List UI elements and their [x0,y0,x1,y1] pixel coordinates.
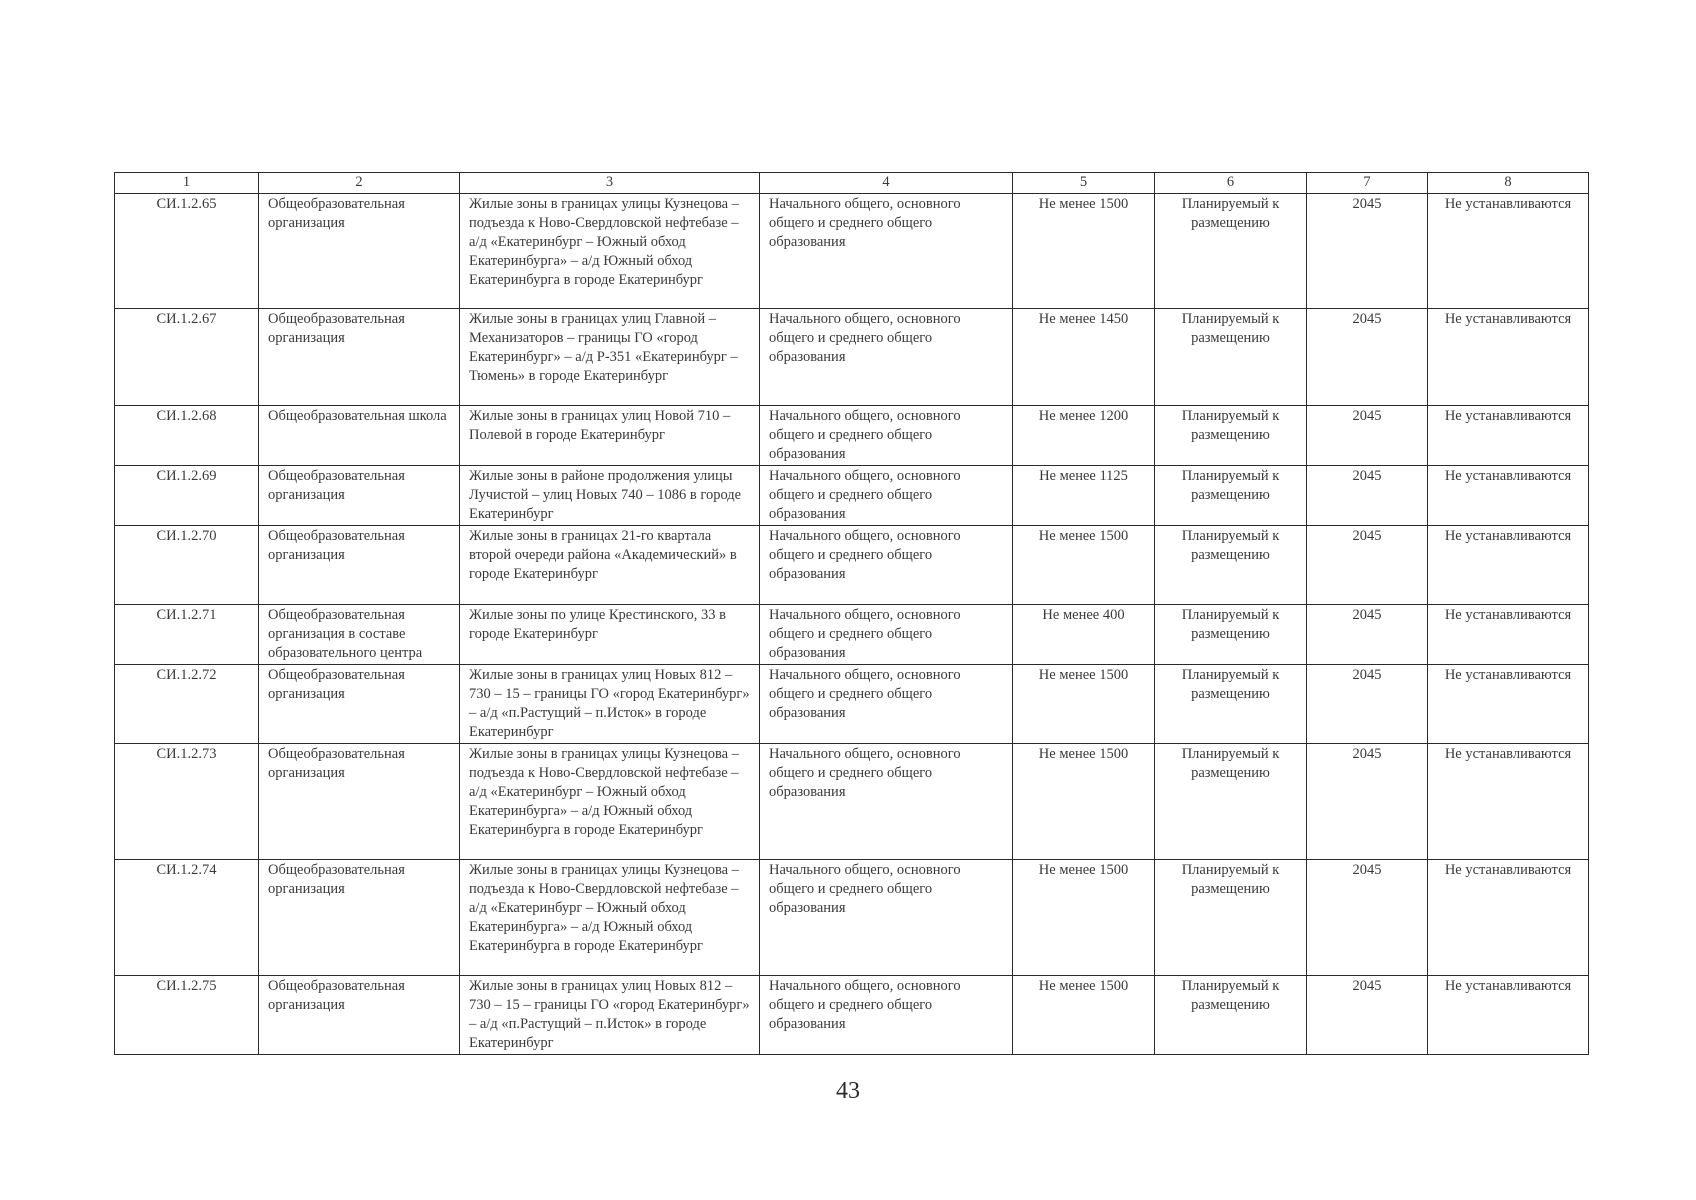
object-id-cell: СИ.1.2.75 [115,976,259,1055]
year-cell: 2045 [1307,309,1428,406]
object-type-cell: Общеобразовательная организация [259,976,460,1055]
status-cell: Планируемый к размещению [1155,744,1307,860]
zones-cell: Не устанавливаются [1428,309,1589,406]
capacity-cell: Не менее 1500 [1013,526,1155,605]
education-level-cell: Начального общего, основного общего и среднего общего образования [760,860,1013,976]
header-row [115,173,1589,194]
page-number: 43 [836,1078,860,1104]
status-cell: Планируемый к размещению [1155,526,1307,605]
year-cell: 2045 [1307,976,1428,1055]
zones-cell: Не устанавливаются [1428,605,1589,665]
location-cell: Жилые зоны в границах улицы Кузнецова – подъезда к Ново-Свердловской нефтебазе – а/д «Екатеринбург – Южный обход Екатеринбурга» – а/д Южный обход Екатеринбурга в городе Екатеринбург [460,744,760,860]
location-cell: Жилые зоны в границах 21-го квартала второй очереди района «Академический» в городе Екатеринбург [460,526,760,605]
object-type-cell: Общеобразовательная организация [259,860,460,976]
education-level-cell: Начального общего, основного общего и среднего общего образования [760,194,1013,309]
object-type-cell: Общеобразовательная организация [259,194,460,309]
table-row [115,406,1589,466]
object-type-cell: Общеобразовательная организация [259,309,460,406]
table-header [115,173,1589,194]
status-cell: Планируемый к размещению [1155,466,1307,526]
capacity-cell: Не менее 1500 [1013,665,1155,744]
table-row [115,665,1589,744]
year-cell: 2045 [1307,194,1428,309]
status-cell: Планируемый к размещению [1155,406,1307,466]
education-level-cell: Начального общего, основного общего и среднего общего образования [760,406,1013,466]
table-row [115,976,1589,1055]
status-cell: Планируемый к размещению [1155,976,1307,1055]
table-row [115,466,1589,526]
zones-cell: Не устанавливаются [1428,744,1589,860]
status-cell: Планируемый к размещению [1155,605,1307,665]
zones-cell: Не устанавливаются [1428,976,1589,1055]
education-level-cell: Начального общего, основного общего и среднего общего образования [760,605,1013,665]
object-type-cell: Общеобразовательная организация [259,744,460,860]
header-cell-2: 2 [259,173,460,194]
zones-cell: Не устанавливаются [1428,665,1589,744]
education-level-cell: Начального общего, основного общего и среднего общего образования [760,744,1013,860]
object-id-cell: СИ.1.2.70 [115,526,259,605]
objects-table [114,172,1589,1055]
header-cell-3: 3 [460,173,760,194]
year-cell: 2045 [1307,406,1428,466]
education-level-cell: Начального общего, основного общего и среднего общего образования [760,526,1013,605]
object-id-cell: СИ.1.2.74 [115,860,259,976]
header-cell-5: 5 [1013,173,1155,194]
object-type-cell: Общеобразовательная организация [259,665,460,744]
header-cell-6: 6 [1155,173,1307,194]
capacity-cell: Не менее 1500 [1013,194,1155,309]
table-row [115,744,1589,860]
zones-cell: Не устанавливаются [1428,860,1589,976]
location-cell: Жилые зоны в границах улицы Кузнецова – подъезда к Ново-Свердловской нефтебазе – а/д «Екатеринбург – Южный обход Екатеринбурга» – а/д Южный обход Екатеринбурга в городе Екатеринбург [460,860,760,976]
year-cell: 2045 [1307,860,1428,976]
header-cell-4: 4 [760,173,1013,194]
location-cell: Жилые зоны в районе продолжения улицы Лучистой – улиц Новых 740 – 1086 в городе Екатеринбург [460,466,760,526]
object-type-cell: Общеобразовательная организация [259,526,460,605]
capacity-cell: Не менее 1200 [1013,406,1155,466]
year-cell: 2045 [1307,466,1428,526]
header-cell-8: 8 [1428,173,1589,194]
object-id-cell: СИ.1.2.71 [115,605,259,665]
location-cell: Жилые зоны в границах улицы Кузнецова – подъезда к Ново-Свердловской нефтебазе – а/д «Екатеринбург – Южный обход Екатеринбурга» – а/д Южный обход Екатеринбурга в городе Екатеринбург [460,194,760,309]
year-cell: 2045 [1307,665,1428,744]
object-type-cell: Общеобразовательная организация в составе образовательного центра [259,605,460,665]
object-id-cell: СИ.1.2.73 [115,744,259,860]
education-level-cell: Начального общего, основного общего и среднего общего образования [760,665,1013,744]
location-cell: Жилые зоны по улице Крестинского, 33 в городе Екатеринбург [460,605,760,665]
zones-cell: Не устанавливаются [1428,526,1589,605]
status-cell: Планируемый к размещению [1155,665,1307,744]
location-cell: Жилые зоны в границах улиц Новой 710 – Полевой в городе Екатеринбург [460,406,760,466]
status-cell: Планируемый к размещению [1155,860,1307,976]
table-body [115,194,1589,1055]
capacity-cell: Не менее 400 [1013,605,1155,665]
year-cell: 2045 [1307,526,1428,605]
capacity-cell: Не менее 1500 [1013,860,1155,976]
location-cell: Жилые зоны в границах улиц Новых 812 – 730 – 15 – границы ГО «город Екатеринбург» – а/д «п.Растущий – п.Исток» в городе Екатеринбург [460,976,760,1055]
capacity-cell: Не менее 1500 [1013,744,1155,860]
header-cell-7: 7 [1307,173,1428,194]
object-id-cell: СИ.1.2.69 [115,466,259,526]
table-row [115,605,1589,665]
status-cell: Планируемый к размещению [1155,194,1307,309]
year-cell: 2045 [1307,744,1428,860]
table-row [115,194,1589,309]
status-cell: Планируемый к размещению [1155,309,1307,406]
object-type-cell: Общеобразовательная школа [259,406,460,466]
capacity-cell: Не менее 1450 [1013,309,1155,406]
education-level-cell: Начального общего, основного общего и среднего общего образования [760,976,1013,1055]
table-row [115,860,1589,976]
object-id-cell: СИ.1.2.68 [115,406,259,466]
year-cell: 2045 [1307,605,1428,665]
object-id-cell: СИ.1.2.72 [115,665,259,744]
table-row [115,309,1589,406]
zones-cell: Не устанавливаются [1428,194,1589,309]
table-row [115,526,1589,605]
zones-cell: Не устанавливаются [1428,466,1589,526]
object-type-cell: Общеобразовательная организация [259,466,460,526]
object-id-cell: СИ.1.2.65 [115,194,259,309]
education-level-cell: Начального общего, основного общего и среднего общего образования [760,466,1013,526]
location-cell: Жилые зоны в границах улиц Новых 812 – 730 – 15 – границы ГО «город Екатеринбург» – а/д «п.Растущий – п.Исток» в городе Екатеринбург [460,665,760,744]
object-id-cell: СИ.1.2.67 [115,309,259,406]
education-level-cell: Начального общего, основного общего и среднего общего образования [760,309,1013,406]
zones-cell: Не устанавливаются [1428,406,1589,466]
capacity-cell: Не менее 1125 [1013,466,1155,526]
capacity-cell: Не менее 1500 [1013,976,1155,1055]
location-cell: Жилые зоны в границах улиц Главной – Механизаторов – границы ГО «город Екатеринбург» – а/д Р-351 «Екатеринбург – Тюмень» в городе Екатеринбург [460,309,760,406]
header-cell-1: 1 [115,173,259,194]
